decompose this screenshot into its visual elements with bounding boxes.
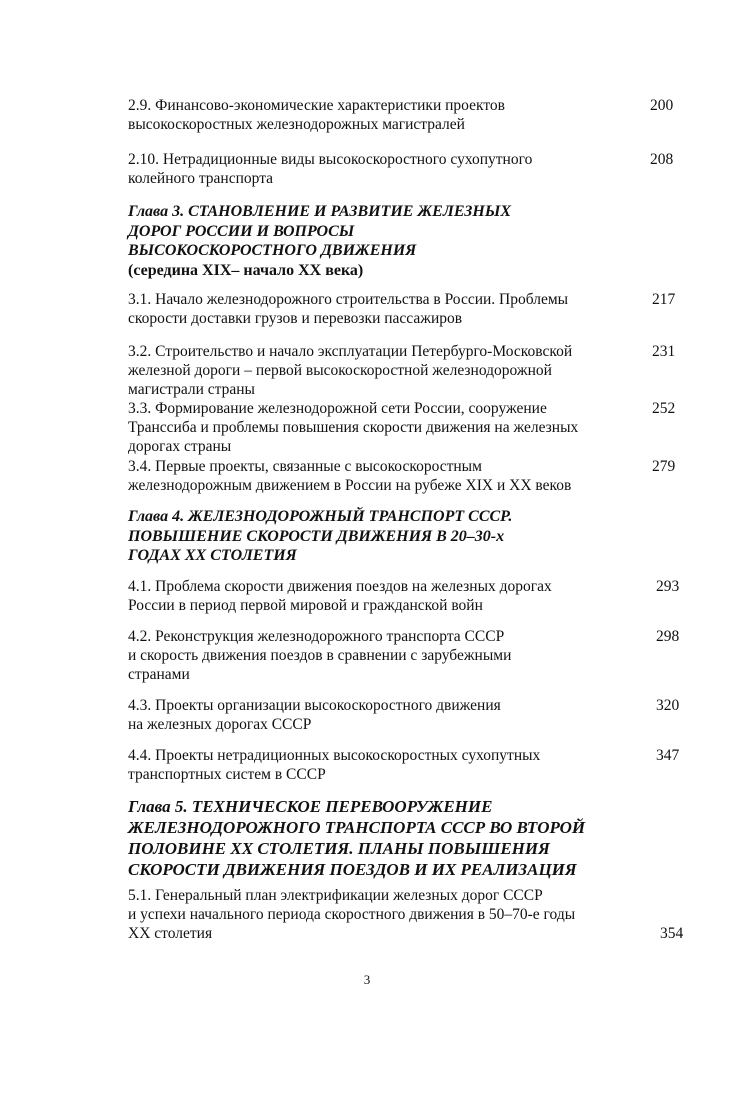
toc-entry-3-1 [128, 290, 628, 328]
toc-entry-text: 4.3. Проекты организации высокоскоростного движения [128, 697, 501, 714]
toc-page-number: 217 [652, 291, 676, 308]
toc-entry-3-2 [128, 342, 628, 399]
chapter-heading-line: ГОДАХ XX СТОЛЕТИЯ [128, 547, 297, 564]
toc-entry-text: 2.10. Нетрадиционные виды высокоскоростного сухопутного [128, 151, 533, 168]
toc-entry-text: странами [128, 666, 190, 683]
toc-entry-4-3 [128, 696, 628, 734]
chapter-heading-line: (середина XIX– начало XX века) [128, 261, 364, 279]
toc-entry-text: 4.2. Реконструкция железнодорожного транспорта СССР [128, 628, 505, 645]
toc-entry-text: скорости доставки грузов и перевозки пассажиров [128, 310, 463, 327]
toc-page-number: 354 [660, 925, 684, 942]
toc-page-number: 293 [656, 578, 680, 595]
chapter-heading-line: ВЫСОКОСКОРОСТНОГО ДВИЖЕНИЯ [128, 242, 417, 259]
toc-entry-text: 5.1. Генеральный план электрификации железных дорог СССР [128, 887, 543, 904]
chapter-heading-line: ЖЕЛЕЗНОДОРОЖНОГО ТРАНСПОРТА СССР ВО ВТОРОЙ [128, 818, 586, 837]
toc-entry-text: транспортных систем в СССР [128, 766, 326, 783]
toc-entry-text: 2.9. Финансово-экономические характеристики проектов [128, 97, 505, 114]
toc-entry-text: высокоскоростных железнодорожных магистралей [128, 116, 465, 133]
toc-page-number: 208 [650, 151, 674, 168]
chapter-heading-line: ПОВЫШЕНИЕ СКОРОСТИ ДВИЖЕНИЯ В 20–30-х [128, 527, 505, 545]
toc-entry-text: дорогах страны [128, 438, 232, 455]
toc-page-number: 320 [656, 697, 680, 714]
toc-page-number: 252 [652, 400, 676, 417]
chapter-heading-line: СКОРОСТИ ДВИЖЕНИЯ ПОЕЗДОВ И ИХ РЕАЛИЗАЦИЯ [128, 860, 577, 879]
toc-entry-text: XX столетия [128, 925, 213, 942]
toc-entry-2-10 [128, 150, 628, 188]
toc-entry-3-3 [128, 399, 628, 456]
toc-entry-text: и успехи начального периода скоростного движения в 50–70-е годы [128, 906, 576, 923]
toc-entry-3-4 [128, 457, 628, 495]
toc-page-number: 231 [652, 343, 676, 360]
chapter-heading-line: ПОЛОВИНЕ XX СТОЛЕТИЯ. ПЛАНЫ ПОВЫШЕНИЯ [128, 839, 550, 858]
toc-entry-text: 3.3. Формирование железнодорожной сети России, сооружение [128, 400, 547, 417]
toc-entry-text: и скорость движения поездов в сравнении с зарубежными [128, 647, 512, 664]
toc-page-number: 279 [652, 458, 676, 475]
toc-entry-text: 3.1. Начало железнодорожного строительства в России. Проблемы [128, 291, 569, 308]
toc-entry-text: магистрали страны [128, 381, 255, 398]
toc-page-number: 298 [656, 628, 680, 645]
toc-entry-text: 4.1. Проблема скорости движения поездов на железных дорогах [128, 578, 552, 595]
toc-entry-4-2 [128, 627, 628, 684]
toc-entry-4-1 [128, 577, 628, 615]
chapter-5-heading [128, 796, 638, 880]
toc-entry-text: железной дороги – первой высокоскоростной железнодорожной [128, 362, 552, 379]
toc-entry-text: на железных дорогах СССР [128, 716, 312, 733]
toc-entry-text: России в период первой мировой и гражданской войн [128, 597, 483, 614]
toc-page-number: 347 [656, 747, 680, 764]
footer-page-number: 3 [363, 972, 371, 987]
toc-entry-5-1 [128, 886, 648, 943]
toc-entry-2-9 [128, 96, 628, 134]
toc-entry-text: колейного транспорта [128, 170, 274, 187]
chapter-heading-line: ДОРОГ РОССИИ И ВОПРОСЫ [128, 222, 355, 240]
toc-entry-text: Транссиба и проблемы повышения скорости движения на железных [128, 419, 579, 436]
toc-entry-4-4 [128, 746, 628, 784]
chapter-3-heading [128, 202, 638, 280]
toc-entry-text: железнодорожным движением в России на рубеже XIX и XX веков [128, 477, 572, 494]
chapter-heading-line: Глава 3. СТАНОВЛЕНИЕ И РАЗВИТИЕ ЖЕЛЕЗНЫХ [128, 203, 512, 220]
toc-page-number: 200 [650, 97, 674, 114]
chapter-4-heading [128, 507, 638, 566]
chapter-heading-line: Глава 5. ТЕХНИЧЕСКОЕ ПЕРЕВООРУЖЕНИЕ [128, 797, 493, 816]
chapter-heading-line: Глава 4. ЖЕЛЕЗНОДОРОЖНЫЙ ТРАНСПОРТ СССР. [128, 508, 513, 525]
toc-entry-text: 4.4. Проекты нетрадиционных высокоскоростных сухопутных [128, 747, 541, 764]
toc-entry-text: 3.2. Строительство и начало эксплуатации Петербурго-Московской [128, 343, 573, 360]
toc-entry-text: 3.4. Первые проекты, связанные с высокоскоростным [128, 458, 482, 475]
